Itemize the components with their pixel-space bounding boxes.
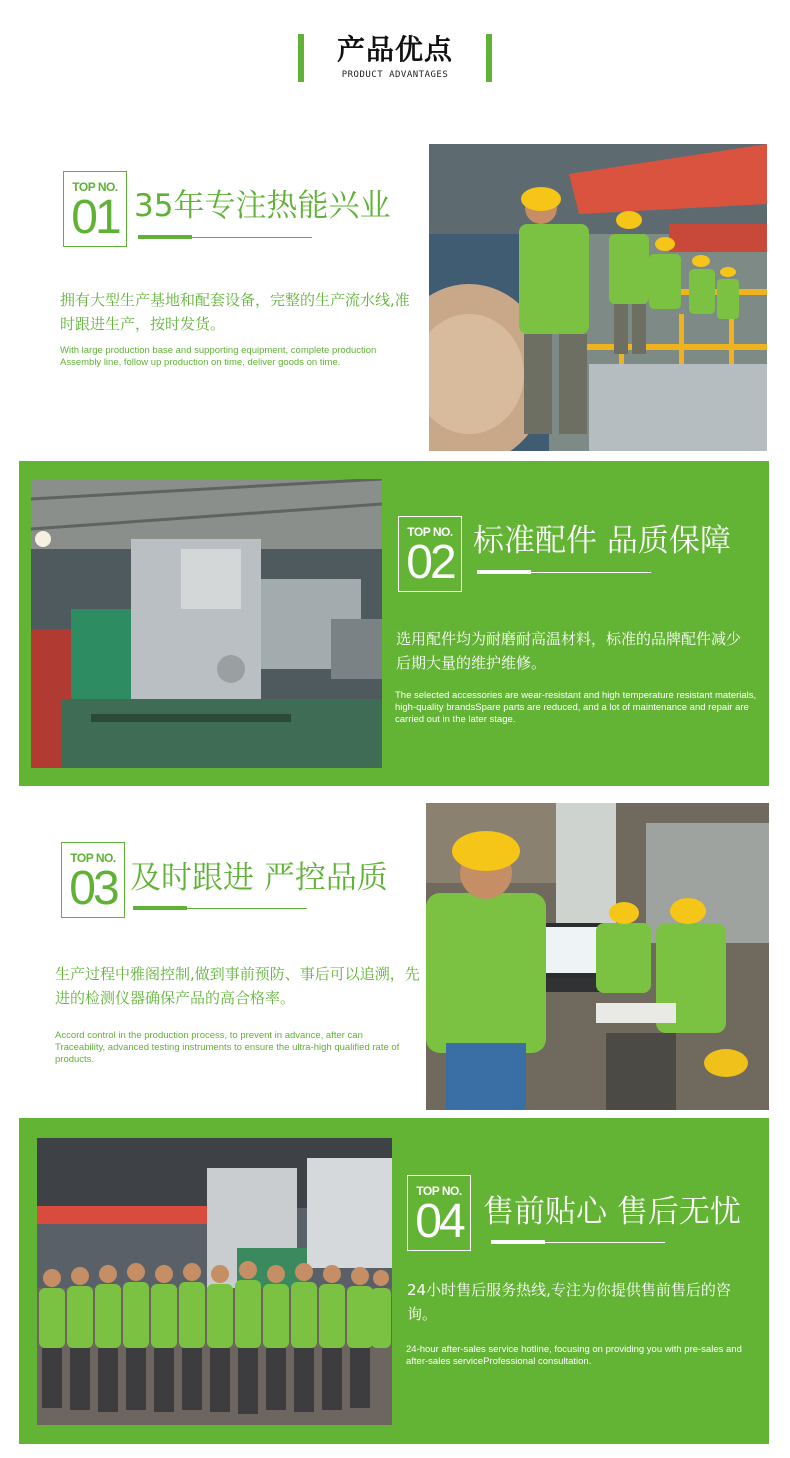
badge-label: TOP NO. — [416, 1184, 462, 1198]
advantage-title: 及时跟进 严控品质 — [130, 860, 388, 896]
advantage-desc-en: Accord control in the production process, to prevent in advance, after can Traceability, advanced testing instruments to ensure the ultra-high qualified rate of products. — [55, 1030, 400, 1065]
page-title: 产品优点 — [336, 33, 453, 66]
top-no-badge — [61, 842, 125, 918]
badge-number: 01 — [71, 191, 119, 244]
advantage-desc-en: With large production base and supporting equipment, complete production Assembly line, follow up production on time, deliver goods on time. — [60, 345, 377, 368]
top-no-badge — [398, 516, 462, 592]
badge-label: TOP NO. — [72, 180, 118, 194]
badge-number: 03 — [69, 862, 117, 915]
boiler-equipment-photo — [31, 479, 382, 768]
advantage-desc-cn: 生产过程中雅阁控制,做到事前预防、事后可以追溯，先进的检测仪器确保产品的高合格率。 — [55, 965, 420, 1007]
badge-number: 04 — [415, 1195, 463, 1248]
badge-label: TOP NO. — [407, 525, 453, 539]
advantage-title: 售前贴心 售后无忧 — [483, 1194, 741, 1230]
title-underline — [491, 1242, 665, 1243]
advantage-desc-cn: 选用配件均为耐磨耐高温材料，标准的品牌配件减少后期大量的维护维修。 — [396, 630, 742, 672]
advantage-desc-en: 24-hour after-sales service hotline, focusing on providing you with pre-sales and after-sales serviceProfessional consultation. — [406, 1344, 742, 1367]
factory-workers-photo — [429, 144, 767, 451]
advantage-title: 标准配件 品质保障 — [473, 523, 731, 559]
title-underline — [138, 237, 312, 238]
title-underline — [477, 572, 651, 573]
top-no-badge — [407, 1175, 471, 1251]
advantage-desc-en: The selected accessories are wear-resistant and high temperature resistant materials, high-quality brandsSpare parts are reduced, and a lot of maintenance and repair are carried out in the later stage. — [395, 690, 757, 725]
advantage-desc-cn: 24小时售后服务热线,专注为你提供售前售后的咨询。 — [407, 1281, 731, 1323]
title-underline — [133, 908, 307, 909]
advantage-02 — [19, 461, 769, 786]
top-no-badge — [63, 171, 127, 247]
advantage-desc-cn: 拥有大型生产基地和配套设备，完整的生产流水线,准时跟进生产，按时发货。 — [60, 291, 410, 333]
quality-testing-photo — [426, 803, 769, 1110]
advantage-title: 35年专注热能兴业 — [134, 188, 391, 224]
badge-number: 02 — [406, 536, 454, 589]
advantage-04 — [19, 1118, 769, 1444]
badge-label: TOP NO. — [70, 851, 116, 865]
team-group-photo — [37, 1138, 392, 1425]
page-subtitle: PRODUCT ADVANTAGES — [341, 70, 449, 80]
